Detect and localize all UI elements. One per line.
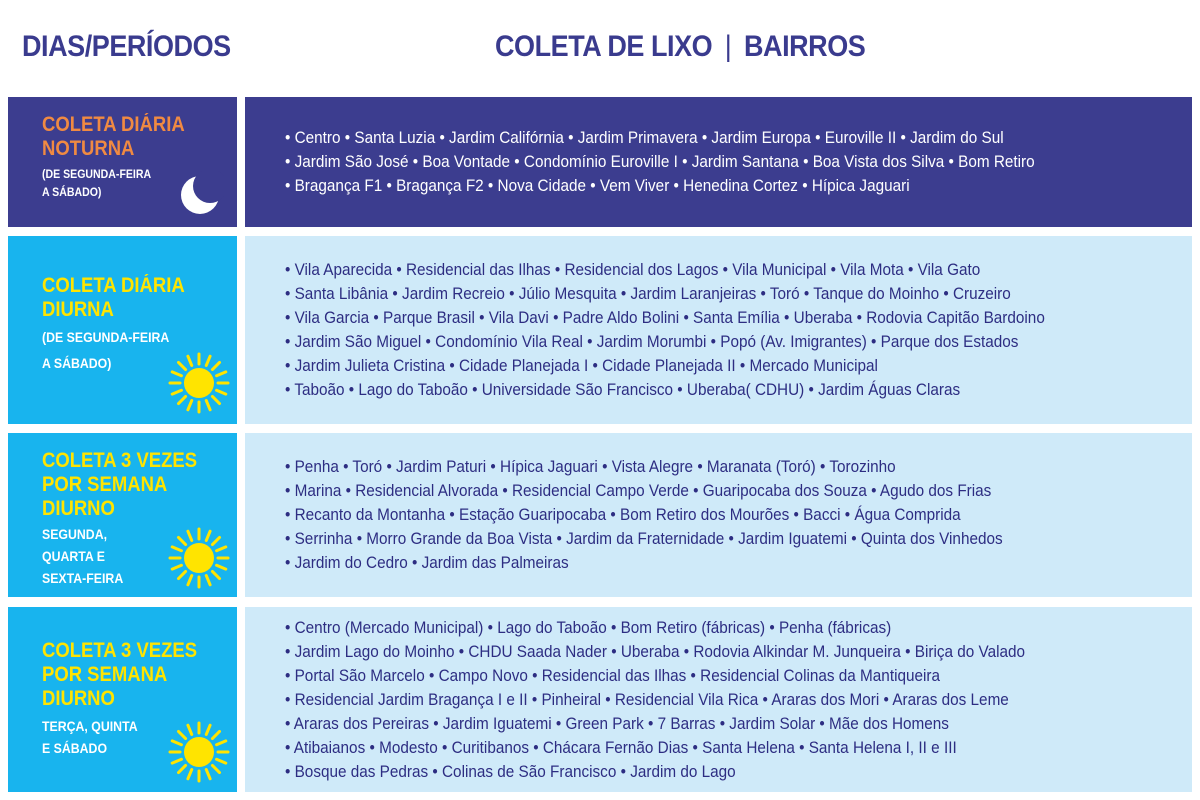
neighborhood-line: • Jardim do Cedro • Jardim das Palmeiras [285, 553, 569, 572]
period-title-line: COLETA DIÁRIA [42, 113, 185, 136]
neighborhood-line: • Jardim São José • Boa Vontade • Condomínio Euroville I • Jardim Santana • Boa Vista dos Silva • Bom Retiro [285, 152, 1035, 171]
neighborhood-line: • Santa Libânia • Jardim Recreio • Júlio Mesquita • Jardim Laranjeiras • Toró • Tanque do Moinho • Cruzeiro [285, 284, 1011, 303]
neighborhood-line: • Centro • Santa Luzia • Jardim Califórnia • Jardim Primavera • Jardim Europa • Euroville II • Jardim do Sul [285, 128, 1004, 147]
period-title-line: COLETA DIÁRIA [42, 274, 185, 297]
neighborhood-line: • Araras dos Pereiras • Jardim Iguatemi • Green Park • 7 Barras • Jardim Solar • Mãe dos Homens [285, 713, 949, 733]
header-separator: | [724, 30, 732, 63]
neighborhoods-cell [245, 236, 1192, 424]
period-title-line: POR SEMANA [42, 473, 168, 496]
schedule-row-nightly [0, 97, 1200, 227]
collection-header-title: COLETA DE LIXO [495, 30, 713, 63]
sun-icon [168, 352, 230, 414]
period-subtitle-line: (DE SEGUNDA-FEIRA [42, 167, 152, 181]
neighborhood-line: • Vila Aparecida • Residencial das Ilhas • Residencial dos Lagos • Vila Municipal • Vila Mota • Vila Gato [285, 260, 981, 279]
period-cell [8, 433, 237, 597]
neighborhood-line: • Jardim Julieta Cristina • Cidade Planejada I • Cidade Planejada II • Mercado Municipal [285, 356, 878, 375]
neighborhood-line: • Taboão • Lago do Taboão • Universidade São Francisco • Uberaba( CDHU) • Jardim Águas Claras [285, 380, 961, 399]
period-cell [8, 97, 237, 227]
period-subtitle-line: SEXTA-FEIRA [42, 570, 124, 586]
period-subtitle-line: SEGUNDA, [42, 526, 108, 542]
period-title-line: DIURNA [42, 298, 114, 321]
periods-header: DIAS/PERÍODOS [22, 30, 231, 63]
neighborhood-line: • Vila Garcia • Parque Brasil • Vila Davi • Padre Aldo Bolini • Santa Emília • Uberaba • Rodovia Capitão Bardoino [285, 308, 1045, 327]
neighborhood-line: • Portal São Marcelo • Campo Novo • Residencial das Ilhas • Residencial Colinas da Mantiqueira [285, 665, 941, 685]
sun-icon [168, 721, 230, 783]
period-title-line: NOTURNA [42, 137, 135, 160]
neighborhoods-header-title: BAIRROS [743, 30, 866, 63]
schedule-row-daily [0, 236, 1200, 424]
neighborhood-line: • Recanto da Montanha • Estação Guaripocaba • Bom Retiro dos Mourões • Bacci • Água Comprida [285, 505, 961, 524]
moon-icon [176, 171, 224, 219]
neighborhood-line: • Serrinha • Morro Grande da Boa Vista • Jardim da Fraternidade • Jardim Iguatemi • Quinta dos Vinhedos [285, 529, 1003, 548]
period-title-line: COLETA 3 VEZES [42, 449, 198, 472]
neighborhood-line: • Penha • Toró • Jardim Paturi • Hípica Jaguari • Vista Alegre • Maranata (Toró) • Torozinho [285, 457, 896, 476]
neighborhood-line: • Residencial Jardim Bragança I e II • Pinheiral • Residencial Vila Rica • Araras dos Mori • Araras dos Leme [285, 689, 1009, 709]
neighborhoods-cell [245, 97, 1192, 227]
period-subtitle-line: A SÁBADO) [42, 185, 102, 199]
period-subtitle-line: A SÁBADO) [42, 355, 112, 371]
period-subtitle-line: E SÁBADO [42, 740, 108, 756]
period-title-line: DIURNO [42, 497, 115, 520]
neighborhood-line: • Atibaianos • Modesto • Curitibanos • Chácara Fernão Dias • Santa Helena • Santa Helena I, II e III [285, 737, 957, 757]
neighborhood-line: • Centro (Mercado Municipal) • Lago do Taboão • Bom Retiro (fábricas) • Penha (fábricas) [285, 617, 892, 637]
period-title-line: DIURNO [42, 687, 115, 710]
period-subtitle-line: QUARTA E [42, 548, 105, 564]
period-cell [8, 607, 237, 792]
neighborhood-line: • Marina • Residencial Alvorada • Residencial Campo Verde • Guaripocaba dos Souza • Agudo dos Frias [285, 481, 992, 500]
neighborhood-line: • Bragança F1 • Bragança F2 • Nova Cidade • Vem Viver • Henedina Cortez • Hípica Jaguari [285, 176, 910, 195]
neighborhood-line: • Jardim Lago do Moinho • CHDU Saada Nader • Uberaba • Rodovia Alkindar M. Junqueira • Biriça do Valado [285, 641, 1026, 661]
period-subtitle-line: TERÇA, QUINTA [42, 718, 138, 734]
period-title-line: COLETA 3 VEZES [42, 639, 198, 662]
schedule-row-tue-thu-sat [0, 607, 1200, 792]
neighborhoods-cell [245, 607, 1192, 792]
neighborhood-line: • Bosque das Pedras • Colinas de São Francisco • Jardim do Lago [285, 761, 736, 781]
period-title-line: POR SEMANA [42, 663, 168, 686]
period-subtitle-line: (DE SEGUNDA-FEIRA [42, 329, 170, 345]
sun-icon [168, 527, 230, 589]
schedule-row-mon-wed-fri [0, 433, 1200, 597]
neighborhood-line: • Jardim São Miguel • Condomínio Vila Real • Jardim Morumbi • Popó (Av. Imigrantes) • Parque dos Estados [285, 332, 1019, 351]
period-cell [8, 236, 237, 424]
collection-header [495, 30, 865, 72]
neighborhoods-cell [245, 433, 1192, 597]
